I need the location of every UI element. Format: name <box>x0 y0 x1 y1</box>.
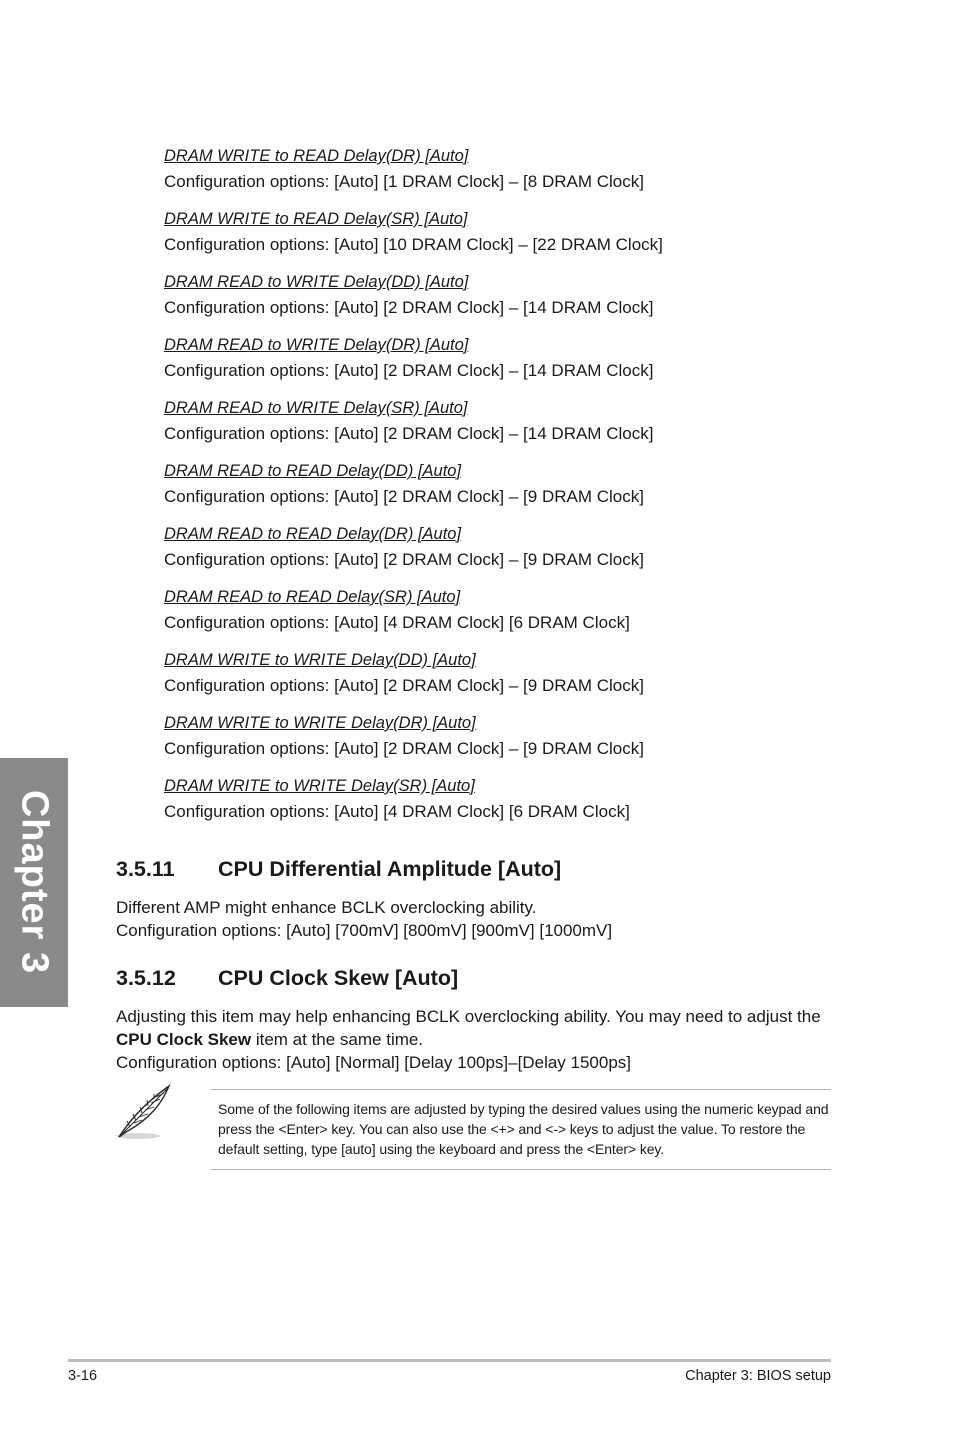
setting-item <box>164 145 864 208</box>
setting-options: Configuration options: [Auto] [2 DRAM Clock] – [14 DRAM Clock] <box>164 361 654 380</box>
setting-item <box>164 586 864 649</box>
setting-item <box>164 208 864 271</box>
section-options: Configuration options: [Auto] [Normal] [Delay 100ps]–[Delay 1500ps] <box>116 1053 632 1072</box>
note-bottom-rule <box>211 1169 831 1170</box>
dram-settings-list <box>164 145 864 838</box>
description-text: Adjusting this item may help enhancing BCLK overclocking ability. You may need to adjust the <box>116 1007 821 1026</box>
section-heading-3-5-11 <box>116 856 561 882</box>
setting-item <box>164 775 864 838</box>
setting-title: DRAM WRITE to WRITE Delay(DR) [Auto] <box>164 714 476 732</box>
setting-options: Configuration options: [Auto] [4 DRAM Clock] [6 DRAM Clock] <box>164 613 630 632</box>
chapter-tab <box>0 758 68 1007</box>
chapter-tab-label: Chapter 3 <box>13 789 56 975</box>
section-title: CPU Differential Amplitude [Auto] <box>218 857 562 881</box>
setting-options: Configuration options: [Auto] [2 DRAM Clock] – [9 DRAM Clock] <box>164 550 644 569</box>
setting-item <box>164 271 864 334</box>
setting-item <box>164 523 864 586</box>
setting-item <box>164 460 864 523</box>
setting-item <box>164 334 864 397</box>
setting-options: Configuration options: [Auto] [2 DRAM Clock] – [9 DRAM Clock] <box>164 487 644 506</box>
setting-options: Configuration options: [Auto] [2 DRAM Clock] – [14 DRAM Clock] <box>164 298 654 317</box>
setting-options: Configuration options: [Auto] [2 DRAM Clock] – [9 DRAM Clock] <box>164 739 644 758</box>
section-11-body <box>116 896 836 942</box>
setting-title: DRAM READ to READ Delay(DD) [Auto] <box>164 462 462 480</box>
section-description <box>116 1005 836 1051</box>
setting-title: DRAM READ to WRITE Delay(DD) [Auto] <box>164 273 469 291</box>
setting-item <box>164 712 864 775</box>
section-description: Different AMP might enhance BCLK overclocking ability. <box>116 898 537 917</box>
section-title: CPU Clock Skew [Auto] <box>218 966 459 990</box>
description-text: item at the same time. <box>251 1030 424 1049</box>
setting-item <box>164 397 864 460</box>
setting-title: DRAM READ to READ Delay(DR) [Auto] <box>164 525 462 543</box>
section-number: 3.5.11 <box>116 857 175 881</box>
page-number: 3-16 <box>68 1368 98 1384</box>
setting-title: DRAM WRITE to WRITE Delay(DD) [Auto] <box>164 651 476 669</box>
section-12-body <box>116 1005 836 1074</box>
setting-options: Configuration options: [Auto] [1 DRAM Clock] – [8 DRAM Clock] <box>164 172 644 191</box>
section-heading-3-5-12 <box>116 965 458 991</box>
setting-title: DRAM WRITE to WRITE Delay(SR) [Auto] <box>164 777 475 795</box>
setting-item <box>164 649 864 712</box>
setting-title: DRAM WRITE to READ Delay(DR) [Auto] <box>164 147 469 165</box>
section-number: 3.5.12 <box>116 966 176 990</box>
setting-title: DRAM WRITE to READ Delay(SR) [Auto] <box>164 210 468 228</box>
setting-options: Configuration options: [Auto] [2 DRAM Clock] – [14 DRAM Clock] <box>164 424 654 443</box>
feather-pen-icon <box>112 1083 174 1143</box>
footer-rule <box>68 1359 831 1362</box>
footer-chapter-title: Chapter 3: BIOS setup <box>685 1368 831 1384</box>
setting-title: DRAM READ to WRITE Delay(DR) [Auto] <box>164 336 469 354</box>
setting-options: Configuration options: [Auto] [10 DRAM Clock] – [22 DRAM Clock] <box>164 235 663 254</box>
setting-title: DRAM READ to READ Delay(SR) [Auto] <box>164 588 461 606</box>
section-options: Configuration options: [Auto] [700mV] [800mV] [900mV] [1000mV] <box>116 921 613 940</box>
setting-title: DRAM READ to WRITE Delay(SR) [Auto] <box>164 399 468 417</box>
description-bold: CPU Clock Skew <box>116 1030 252 1049</box>
setting-options: Configuration options: [Auto] [4 DRAM Clock] [6 DRAM Clock] <box>164 802 630 821</box>
note-text: Some of the following items are adjusted by typing the desired values using the numeric keypad and press the <Enter> key. You can also use the <+> and <-> keys to adjust the value. To restore the default setting, type [auto] using the keyboard and press the <Enter> key. <box>218 1101 829 1157</box>
setting-options: Configuration options: [Auto] [2 DRAM Clock] – [9 DRAM Clock] <box>164 676 644 695</box>
note-top-rule <box>211 1089 831 1090</box>
